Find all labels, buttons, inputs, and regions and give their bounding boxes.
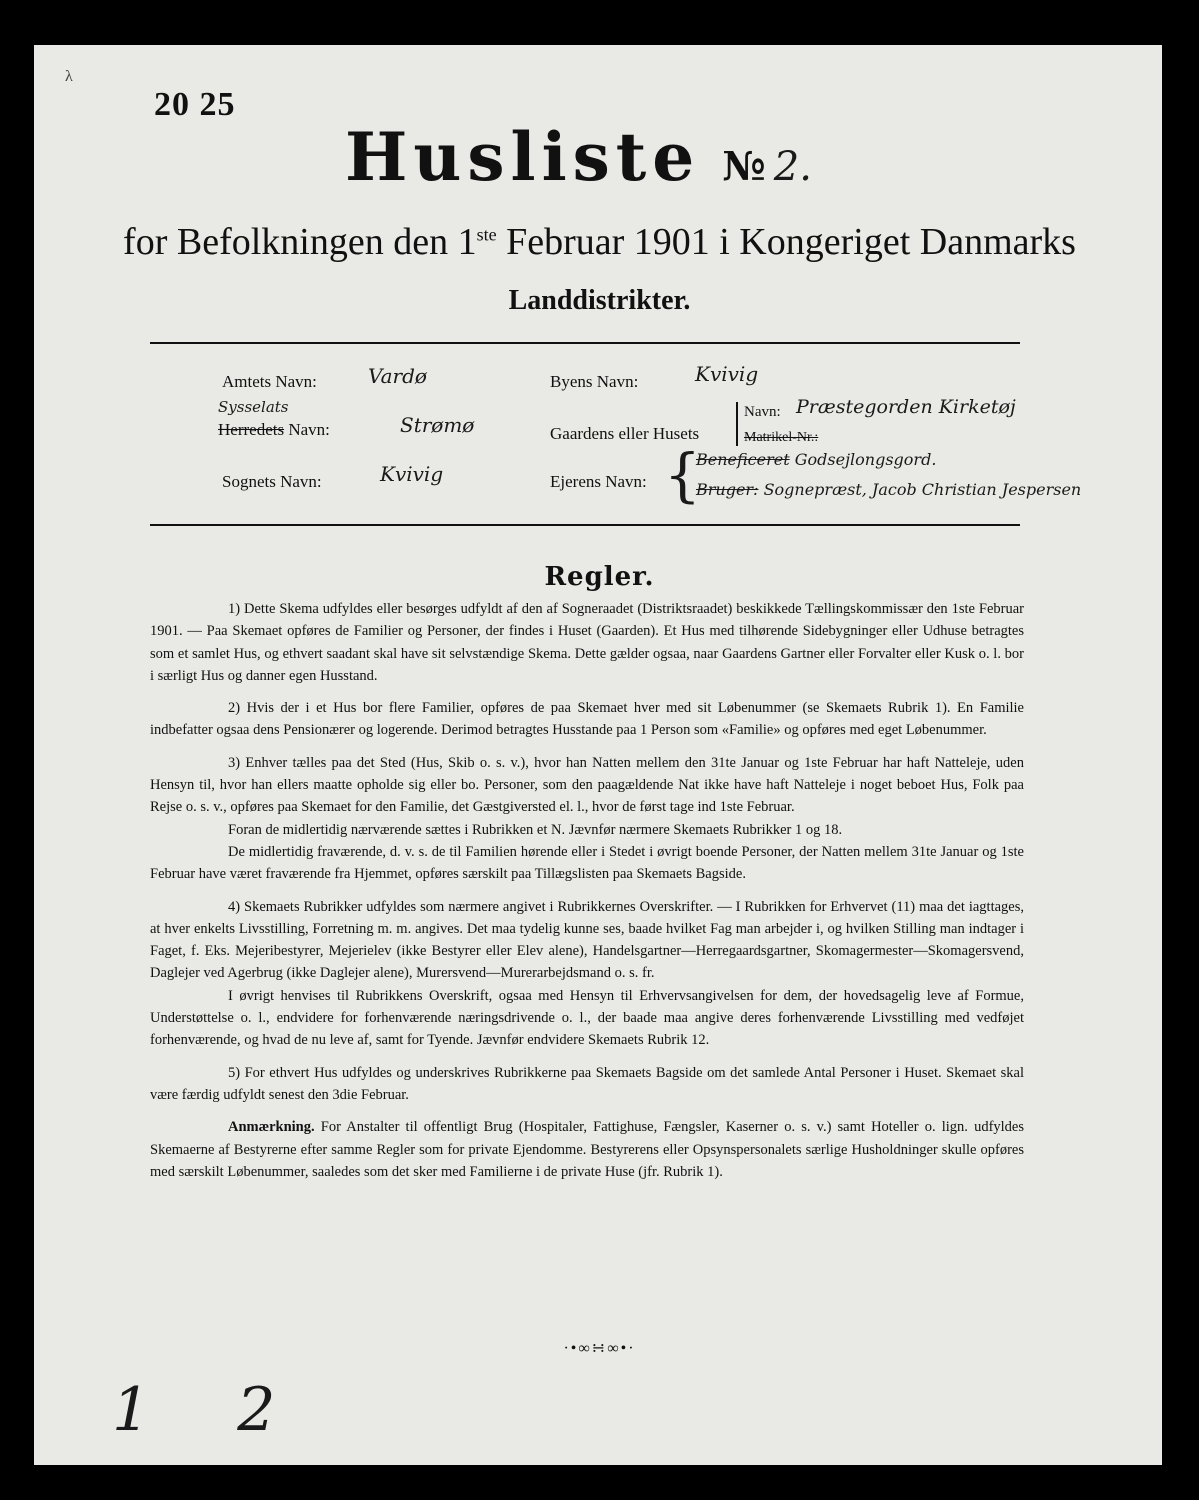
corner-mark: λ — [65, 68, 73, 85]
rule-2: 2) Hvis der i et Hus bor flere Familier, opføres de paa Skemaet hver med sit Løbenummer (se Skemaets Rubrik 1). En Familie indbefatter ogsaa dens Pensionærer og logerende. Derimod betragtes Husstande paa 1 Person som «Familie» og opføres med eget Løbenummer. — [150, 700, 1024, 739]
matrikel-label: Matrikel-Nr.: — [744, 430, 819, 445]
rule-5: 5) For ethvert Hus udfyldes og underskrives Rubrikkerne paa Skemaets Bagside om det samlede Antal Personer i Huset. Skemaet skal være færdig udfyldt senest den 3die Februar. — [150, 1064, 1024, 1103]
rule-3-b: Foran de midlertidig nærværende sættes i Rubrikken et N. Jævnfør nærmere Skemaets Rubrikker 1 og 18. — [228, 821, 843, 838]
note-label: Anmærkning. — [228, 1119, 315, 1136]
ejer-line-1-struck: Beneficeret — [696, 450, 790, 469]
rule-1: 1) Dette Skema udfyldes eller besørges udfyldt af den af Sogneraadet (Distriktsraadet) beskikkede Tællingskommissær den 1ste Februar 1901. — Paa Skemaet opføres de Familier og Personer, der findes i Huset (Gaarden). Et Hus med tilhørende Sidebygninger eller Udhuse betragtes som et samlet Hus, og ethvert saadant skal have sit selvstændige Skema. Dette gælder ogsaa, naar Gaardens Gartner eller Forvalter eller Kusk o. l. bor i særligt Hus og danner egen Husstand. — [150, 601, 1024, 684]
by-value: Kvivig — [695, 362, 759, 386]
rules-body — [150, 598, 1024, 1193]
form-divider — [150, 524, 1020, 526]
ejer-brace: { — [664, 441, 701, 509]
rule-3: 3) Enhver tælles paa det Sted (Hus, Skib o. s. v.), hvor han Natten mellem den 31te Januar og 1ste Februar har haft Natteleje, uden Hensyn til, hvor han ellers maatte opholde sig eller bo. Personer, som den paagældende Nat ikke have haft Natteleje i noget beboet Hus, Folk paa Rejse o. s. v., opføres paa Skemaet for den Familie, det Gæstgiversted el. l., hvor de først tage ind 1ste Februar. — [150, 754, 1024, 816]
page-title: Husliste — [345, 118, 701, 196]
navn-value: Præstegorden Kirketøj — [796, 396, 1016, 418]
navn-label: Navn: — [744, 404, 781, 420]
herred-label-rest: Navn: — [284, 420, 330, 439]
top-divider — [150, 342, 1020, 344]
household-number: 2. — [773, 144, 812, 190]
gaard-brace — [736, 402, 738, 446]
herred-value: Strømø — [400, 413, 475, 437]
amt-value: Vardø — [368, 364, 427, 388]
ejer-line-2-struck: Bruger: — [696, 480, 759, 499]
by-label: Byens Navn: — [550, 372, 639, 391]
herred-label-handwritten: Sysselats — [218, 398, 289, 416]
title-row — [345, 118, 812, 198]
ejer-line-2 — [696, 480, 1081, 499]
ejer-line-1-text: Godsejlongsgord. — [794, 450, 937, 469]
handwritten-page-number: 1 2 — [112, 1375, 310, 1445]
ejer-line-2-text: Sognepræst, Jacob Christian Jespersen — [763, 480, 1082, 499]
number-sign: № — [722, 143, 766, 190]
ornament-divider: ·•∞∺∞•· — [563, 1340, 636, 1357]
rules-heading: Regler. — [544, 562, 655, 592]
herred-label — [218, 420, 330, 440]
note — [150, 1116, 1024, 1183]
amt-label: Amtets Navn: — [222, 372, 317, 391]
rule-4: 4) Skemaets Rubrikker udfyldes som nærmere angivet i Rubrikkernes Overskrifter. — I Rubrikken for Erhvervet (11) maa det iagttages, at hver enkelts Livsstilling, Forretning m. m. angives. Det maa tydelig kunne ses, baade hvilket Fag man arbejder i, og hvilken Stilling man indtager i Faget, f. Eks. Mejeribestyrer, Mejerielev (ikke Bestyrer eller Elev alene), Handelsgartner—Herregaardsgartner, Skomagermester—Skomagersvend, Daglejer ved Agerbrug (ikke Daglejer alene), Murersvend—Murerarbejdsmand o. s. fr. — [150, 898, 1024, 982]
page-number: 20 25 — [154, 86, 236, 123]
sogn-value: Kvivig — [380, 462, 444, 486]
herred-label-struck: Herredets — [218, 420, 285, 439]
gaard-label: Gaardens eller Husets — [550, 424, 700, 443]
note-text: For Anstalter til offentligt Brug (Hospitaler, Fattighuse, Fængsler, Kaserner o. s. v.) samt Hoteller o. lign. udfyldes Skemaerne af Bestyrerne efter samme Regler som for private Ejendomme. Bestyrerens eller Opsynspersonalets særlige Husholdninger skulle opføres med særskilt Løbenummer, saaledes som det sker med Familierne i de private Huse (jfr. Rubrik 1). — [150, 1119, 1024, 1180]
ejer-label: Ejerens Navn: — [550, 472, 647, 491]
subtitle-sup: ste — [476, 224, 497, 245]
subtitle-after: Februar 1901 i Kongeriget Danmarks — [496, 221, 1076, 263]
district-heading: Landdistrikter. — [508, 285, 691, 316]
subtitle — [0, 220, 1199, 264]
rule-4-b: I øvrigt henvises til Rubrikkens Overskrift, ogsaa med Hensyn til Erhvervsangivelsen for dem, der hovedsagelig leve af Formue, Understøttelse o. l., endvidere for forhenværende næringsdrivende o. l., der baade maa angive deres forhenværende Livsstilling med vedføjet forhenværende, og hvad de nu leve af, samt for Tyende. Jævnfør endvidere Skemaets Rubrik 12. — [150, 987, 1024, 1049]
subtitle-before: for Befolkningen den 1 — [123, 221, 477, 263]
rule-3-c: De midlertidig fraværende, d. v. s. de til Familien hørende eller i Stedet i øvrigt boende Personer, der Natten mellem 31te Januar og 1ste Februar have været fraværende fra Hjemmet, opføres særskilt paa Tillægslisten paa Skemaets Bagside. — [150, 843, 1024, 883]
sogn-label: Sognets Navn: — [222, 472, 322, 491]
ejer-line-1 — [696, 450, 936, 469]
